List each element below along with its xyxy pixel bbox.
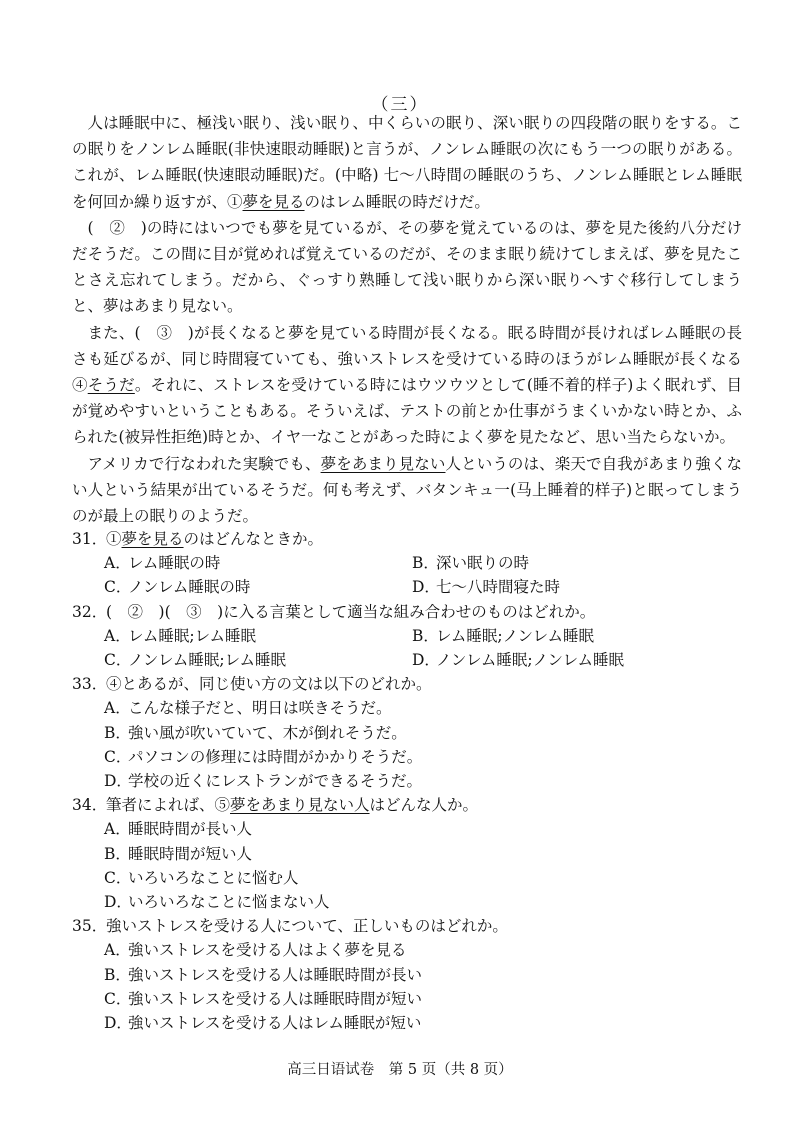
text-segment: 筆者によれば、⑤ bbox=[106, 796, 231, 815]
answer-options bbox=[72, 551, 742, 599]
option-text: 強いストレスを受ける人は睡眠時間が長い bbox=[128, 965, 423, 984]
question-item bbox=[72, 793, 742, 914]
reading-passage bbox=[72, 110, 742, 529]
question-item bbox=[72, 914, 742, 1035]
answer-option bbox=[412, 551, 752, 575]
answer-option bbox=[104, 648, 412, 672]
option-letter: C． bbox=[104, 989, 132, 1008]
text-segment: はどんな人か。 bbox=[369, 796, 479, 815]
question-item bbox=[72, 672, 742, 793]
option-text: レム睡眠;ノンレム睡眠 bbox=[436, 626, 594, 645]
option-text: レム睡眠;レム睡眠 bbox=[128, 626, 256, 645]
answer-options bbox=[72, 938, 742, 1035]
option-text: 強いストレスを受ける人は睡眠時間が短い bbox=[128, 989, 423, 1008]
option-text: いろいろなことに悩む人 bbox=[128, 868, 299, 887]
option-text: パソコンの修理には時間がかかりそうだ。 bbox=[128, 747, 423, 766]
option-text: 睡眠時間が長い人 bbox=[128, 820, 253, 839]
option-letter: D． bbox=[104, 772, 132, 791]
option-letter: B． bbox=[104, 844, 131, 863]
answer-option bbox=[412, 648, 752, 672]
option-text: ノンレム睡眠;ノンレム睡眠 bbox=[436, 651, 624, 670]
answer-option bbox=[104, 745, 742, 769]
option-text: 学校の近くにレストランができるそうだ。 bbox=[128, 772, 423, 791]
underlined-text: 夢を見る bbox=[242, 192, 305, 211]
option-letter: B． bbox=[412, 554, 439, 573]
option-text: 深い眠りの時 bbox=[436, 554, 530, 573]
answer-option bbox=[104, 769, 742, 793]
option-text: 睡眠時間が短い人 bbox=[128, 844, 253, 863]
passage-paragraph-2 bbox=[72, 215, 742, 320]
answer-option bbox=[412, 575, 752, 599]
text-segment: 強いストレスを受ける人について、正しいものはどれか。 bbox=[106, 917, 508, 936]
text-segment: 。それに、ストレスを受けている時にはウツウツとして(睡不着的样子)よく眠れず、目が覚めやすいということもある。そういえば、テストの前とか仕事がうまくいかない時とか、ふられた(被异性拒绝)時とか、イヤ一なことがあった時によく夢を見たなど、思い当たらないか。 bbox=[72, 376, 742, 447]
option-letter: B． bbox=[412, 626, 439, 645]
option-letter: C． bbox=[104, 747, 132, 766]
option-letter: B． bbox=[104, 723, 131, 742]
question-stem bbox=[72, 914, 742, 938]
question-number: 32． bbox=[72, 602, 108, 621]
answer-option bbox=[104, 987, 742, 1011]
text-segment: 人というのは、楽天で自我があまり強くない人という結果が出ているそうだ。何も考えず、バタンキュ一(马上睡着的样子)と眠ってしまうのが最上の眠りのようだ。 bbox=[72, 454, 742, 526]
option-letter: A． bbox=[104, 554, 131, 573]
option-text: 七～八時間寝た時 bbox=[436, 578, 561, 597]
option-text: ノンレム睡眠;レム睡眠 bbox=[128, 651, 286, 670]
answer-option bbox=[104, 696, 742, 720]
option-text: 強いストレスを受ける人はレム睡眠が短い bbox=[128, 1014, 422, 1033]
underlined-text: そうだ bbox=[87, 376, 135, 395]
option-letter: C． bbox=[104, 868, 132, 887]
text-segment: ① bbox=[106, 530, 122, 548]
text-segment: のはどんなときか。 bbox=[183, 530, 324, 548]
option-text: 強い風が吹いていて、木が倒れそうだ。 bbox=[128, 723, 407, 742]
option-letter: D． bbox=[412, 651, 440, 670]
text-segment: 人は睡眠中に、極浅い眠り、浅い眠り、中くらいの眠り、深い眠りの四段階の眠りをする。この眠りをノンレム睡眠(非快速眼动睡眠)と言うが、ノンレム睡眠の次にもう一つの眠りがある。これが、レム睡眠(快速眼动睡眠)だ。(中略) 七～八時間の睡眠のうち、ノンレム睡眠とレム睡眠を何回か繰り返すが、① bbox=[72, 114, 742, 211]
option-letter: A． bbox=[104, 626, 131, 645]
question-number: 33． bbox=[72, 675, 108, 694]
underlined-text: 夢をあまり見ない人 bbox=[230, 796, 370, 815]
passage-paragraph-3 bbox=[72, 320, 742, 451]
answer-option bbox=[104, 721, 742, 745]
option-letter: D． bbox=[412, 578, 440, 597]
answer-option bbox=[104, 963, 742, 987]
section-title: （三） bbox=[371, 95, 429, 115]
underlined-text: 夢をあまり見ない bbox=[320, 454, 446, 473]
answer-options bbox=[72, 817, 742, 914]
answer-option bbox=[104, 890, 742, 914]
answer-option bbox=[104, 624, 412, 648]
answer-option bbox=[104, 1011, 742, 1035]
answer-options bbox=[72, 624, 742, 672]
underlined-text: 夢を見る bbox=[121, 530, 184, 548]
option-letter: B． bbox=[104, 965, 131, 984]
option-letter: C． bbox=[104, 578, 132, 597]
question-number: 34． bbox=[72, 796, 108, 815]
passage-paragraph-1 bbox=[72, 110, 742, 215]
answer-option bbox=[412, 624, 752, 648]
answer-option bbox=[104, 575, 412, 599]
page-footer: 高三日语试卷 第 5 页（共 8 页） bbox=[287, 1062, 513, 1078]
question-number: 35． bbox=[72, 917, 108, 936]
passage-paragraph-4 bbox=[72, 451, 742, 530]
text-segment: ( ② )の時にはいつでも夢を見ているが、その夢を覚えているのは、夢を見た後約八分だけだそうだ。この間に目が覚めれば覚えているのだが、そのまま眠り続けてしまえば、夢を見たことさえ忘れてしまう。だから、ぐっすり熟睡して浅い眠りから深い眠りへすぐ移行してしまうと、夢はあまり見ない。 bbox=[72, 218, 742, 316]
answer-option bbox=[104, 551, 412, 575]
answer-option bbox=[104, 866, 742, 890]
question-stem bbox=[72, 527, 742, 551]
option-letter: C． bbox=[104, 651, 132, 670]
option-text: ノンレム睡眠の時 bbox=[128, 578, 251, 597]
option-letter: A． bbox=[104, 941, 131, 960]
question-item bbox=[72, 600, 742, 673]
answer-option bbox=[104, 817, 742, 841]
answer-option bbox=[104, 842, 742, 866]
option-letter: D． bbox=[104, 893, 132, 912]
question-list bbox=[72, 527, 742, 1035]
option-letter: A． bbox=[104, 699, 131, 718]
text-segment: また、( ③ )が長くなると夢を見ている時間が長くなる。眠る時間が長ければレム睡眠の長さも延びるが、同じ時間寝ていても、強いストレスを受けている時のほうがレム睡眠が長くなる④ bbox=[72, 323, 742, 395]
option-letter: A． bbox=[104, 820, 131, 839]
option-letter: D． bbox=[104, 1014, 132, 1033]
question-number: 31． bbox=[72, 530, 108, 548]
option-text: レム睡眠の時 bbox=[128, 554, 221, 573]
answer-options bbox=[72, 696, 742, 793]
text-segment: のはレム睡眠の時だけだ。 bbox=[304, 192, 490, 211]
option-text: こんな様子だと、明日は咲きそうだ。 bbox=[128, 699, 392, 718]
question-stem bbox=[72, 672, 742, 696]
text-segment: ④とあるが、同じ使い方の文は以下のどれか。 bbox=[106, 675, 432, 694]
text-segment: アメリカで行なわれた実験でも、 bbox=[87, 454, 321, 473]
question-stem bbox=[72, 793, 742, 817]
question-item bbox=[72, 527, 742, 600]
option-text: いろいろなことに悩まない人 bbox=[128, 893, 330, 912]
option-text: 強いストレスを受ける人はよく夢を見る bbox=[128, 941, 407, 960]
answer-option bbox=[104, 938, 742, 962]
question-stem bbox=[72, 600, 742, 624]
text-segment: ( ② )( ③ )に入る言葉として適当な組み合わせのものはどれか。 bbox=[106, 602, 596, 621]
